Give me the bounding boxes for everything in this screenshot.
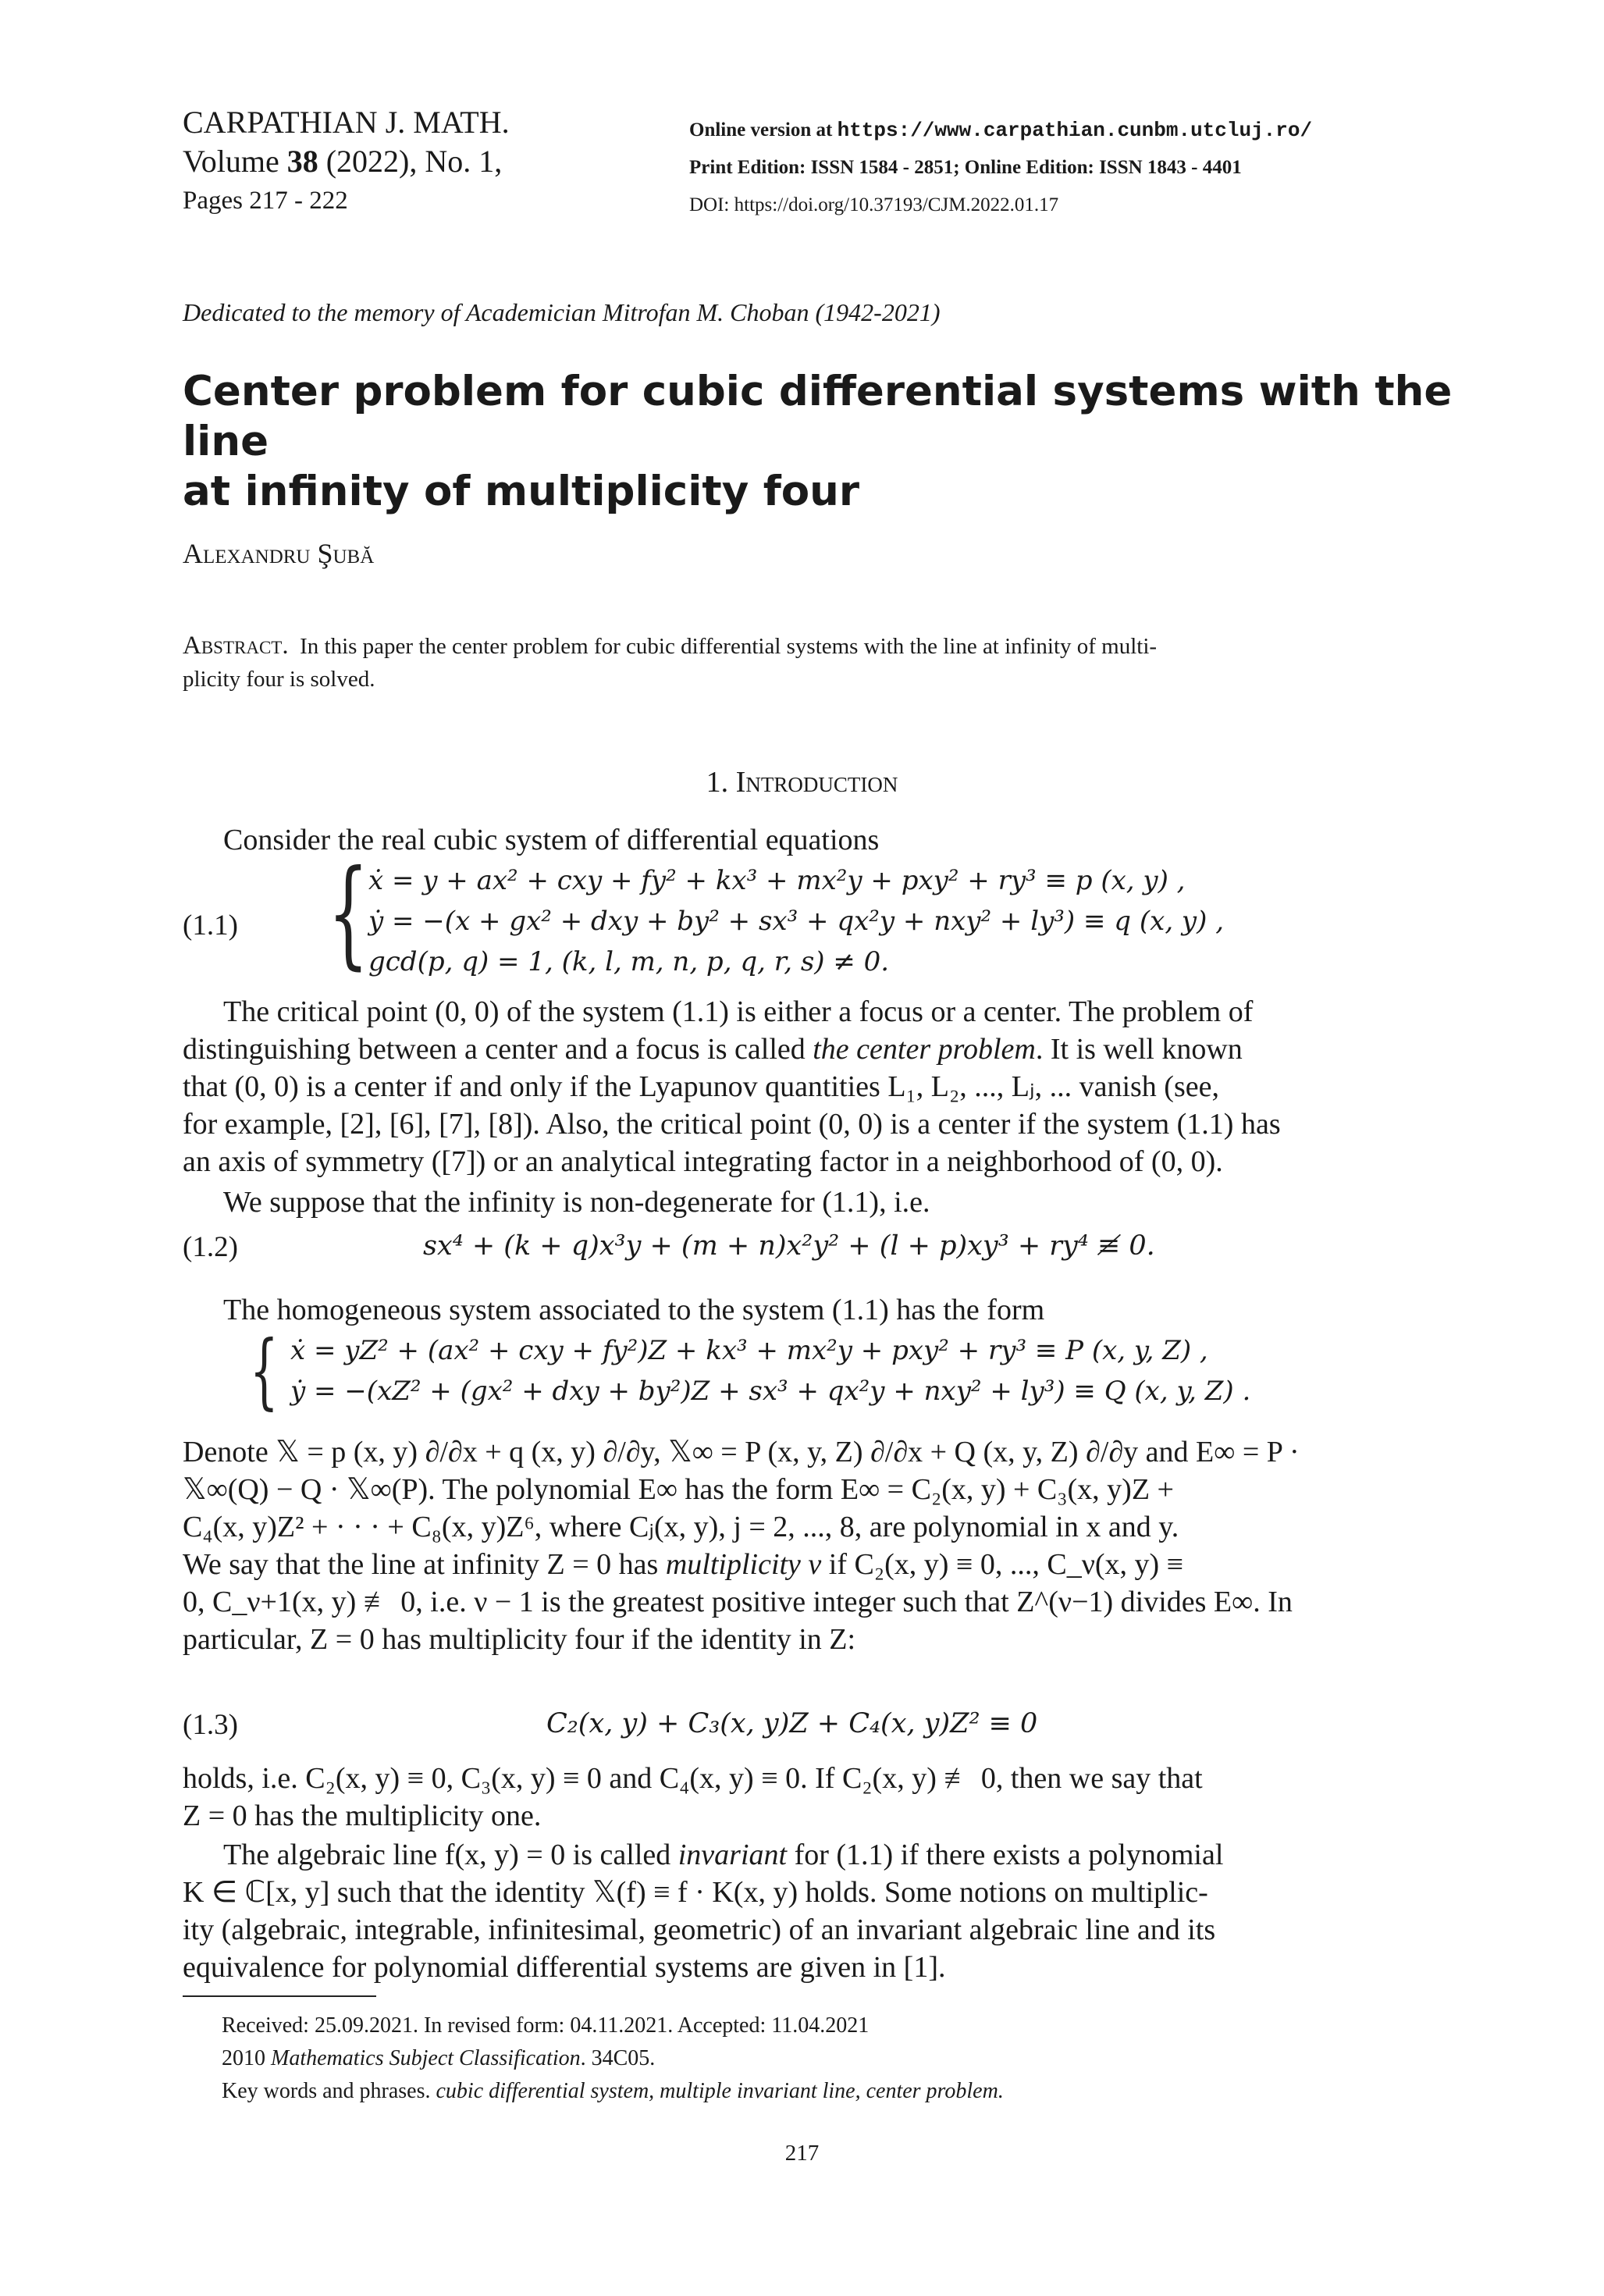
page-number: 217: [784, 2141, 820, 2166]
left-brace: {: [328, 845, 369, 981]
journal-volume: [183, 142, 510, 181]
abstract-text-1: In this paper the center problem for cubic differential systems with the line at infinity of multi-: [300, 634, 1158, 659]
center-problem-term: the center problem: [813, 1033, 1036, 1066]
paragraph-suppose: We suppose that the infinity is non-degenerate for (1.1), i.e.: [223, 1186, 930, 1219]
equation-1-1-line-3: gcd(p, q) = 1, (k, l, m, n, p, q, r, s) ≠ 0.: [368, 946, 890, 977]
title-line-1: Center problem for cubic differential systems with the line: [183, 368, 1453, 465]
equation-1-2: [183, 1230, 1455, 1269]
denote-line-4-c: if C₂(x, y) ≡ 0, ..., C_ν(x, y) ≡: [821, 1548, 1184, 1581]
footnote-rule: [183, 1995, 376, 1997]
abstract-label: Abstract.: [183, 632, 289, 660]
denote-line-3: C₄(x, y)Z² + · · · + C₈(x, y)Z⁶, where Cⱼ(x, y), j = 2, ..., 8, are polynomial in x and y.: [183, 1511, 1179, 1543]
title-line-2: at infinity of multiplicity four: [183, 468, 860, 515]
online-info: [689, 112, 1312, 224]
equation-1-2-expr: sx⁴ + (k + q)x³y + (m + n)x²y² + (l + p)xy³ + ry⁴ ≢ 0.: [423, 1230, 1155, 1262]
holds-line-1: holds, i.e. C₂(x, y) ≡ 0, C₃(x, y) ≡ 0 and C₄(x, y) ≡ 0. If C₂(x, y) ≢ 0, then we say that: [183, 1762, 1203, 1795]
equation-homogeneous: [183, 1323, 1455, 1421]
online-url-link[interactable]: https://www.carpathian.cunbm.utcluj.ro/: [837, 119, 1313, 142]
keywords-text: cubic differential system, multiple invariant line, center problem.: [436, 2079, 1004, 2103]
volume-number: 38: [286, 144, 318, 179]
algebraic-line-1-c: for (1.1) if there exists a polynomial: [787, 1839, 1224, 1871]
print-edition-text: Print Edition: ISSN 1584 - 2851; Online Edition: ISSN 1843 - 4401: [689, 157, 1242, 178]
denote-line-1: Denote 𝕏 = p (x, y) ∂/∂x + q (x, y) ∂/∂y, 𝕏∞ = P (x, y, Z) ∂/∂x + Q (x, y, Z) ∂/∂y and E∞ = P ·: [183, 1436, 1300, 1468]
online-version: [689, 112, 1312, 149]
print-edition: [689, 149, 1312, 187]
equation-1-1-line-1: ẋ = y + ax² + cxy + fy² + kx³ + mx²y + pxy² + ry³ ≡ p (x, y) ,: [368, 865, 1186, 896]
msc-prefix: 2010: [222, 2046, 271, 2070]
denote-line-4-a: We say that the line at infinity Z = 0 has: [183, 1548, 666, 1581]
section-heading: [0, 765, 1604, 799]
online-label: Online version at: [689, 119, 838, 141]
denote-line-4: [183, 1546, 1455, 1583]
algebraic-line-4: equivalence for polynomial differential systems are given in [1].: [183, 1951, 946, 1984]
critical-line-3: that (0, 0) is a center if and only if the Lyapunov quantities L₁, L₂, ..., Lⱼ, ... vanish (see,: [183, 1070, 1219, 1103]
critical-line-2: [183, 1031, 1455, 1068]
critical-line-1: The critical point (0, 0) of the system (1.1) is either a focus or a center. The problem of: [223, 995, 1254, 1028]
dedication: Dedicated to the memory of Academician Mitrofan M. Choban (1942-2021): [183, 298, 941, 326]
algebraic-line-2: K ∈ ℂ[x, y] such that the identity 𝕏(f) ≡ f · K(x, y) holds. Some notions on multiplic-: [183, 1876, 1208, 1909]
equation-1-3-expr: C₂(x, y) + C₃(x, y)Z + C₄(x, y)Z² ≡ 0: [546, 1708, 1038, 1739]
equation-label-1-1: (1.1): [183, 910, 238, 942]
denote-line-5: 0, C_ν+1(x, y) ≢ 0, i.e. ν − 1 is the greatest positive integer such that Z^(ν−1) divides E∞. In: [183, 1586, 1293, 1618]
equation-1-1: [183, 845, 1455, 990]
critical-line-4: for example, [2], [6], [7], [8]). Also, the critical point (0, 0) is a center if the system (1.1) has: [183, 1108, 1281, 1141]
keywords-label: Key words and phrases.: [222, 2079, 436, 2103]
paper-title: [183, 367, 1463, 517]
journal-pages: Pages 217 - 222: [183, 187, 348, 215]
equation-homogeneous-line-2: ẏ = −(xZ² + (gx² + dxy + by²)Z + sx³ + qx²y + nxy² + ly³) ≡ Q (x, y, Z) .: [290, 1376, 1251, 1407]
multiplicity-term: multiplicity ν: [665, 1548, 822, 1581]
journal-info: [183, 103, 510, 220]
abstract-line-2: plicity four is solved.: [183, 667, 375, 692]
footnote-received: Received: 25.09.2021. In revised form: 04.11.2021. Accepted: 11.04.2021: [222, 2013, 870, 2038]
journal-name: CARPATHIAN J. MATH.: [183, 105, 510, 140]
volume-suffix: (2022), No. 1,: [318, 144, 503, 179]
equation-label-1-2: (1.2): [183, 1231, 238, 1263]
msc-code: . 34C05.: [580, 2046, 656, 2070]
denote-line-2: 𝕏∞(Q) − Q · 𝕏∞(P). The polynomial E∞ has the form E∞ = C₂(x, y) + C₃(x, y)Z +: [183, 1473, 1174, 1506]
equation-label-1-3: (1.3): [183, 1709, 238, 1741]
doi-link[interactable]: DOI: https://doi.org/10.37193/CJM.2022.01.17: [689, 194, 1059, 215]
equation-homogeneous-line-1: ẋ = yZ² + (ax² + cxy + fy²)Z + kx³ + mx²y + pxy² + ry³ ≡ P (x, y, Z) ,: [290, 1335, 1208, 1366]
critical-line-5: an axis of symmetry ([7]) or an analytical integrating factor in a neighborhood of (0, 0).: [183, 1145, 1223, 1178]
critical-line-2-a: distinguishing between a center and a focus is called: [183, 1033, 813, 1066]
invariant-term: invariant: [678, 1839, 788, 1871]
footnote-msc: [222, 2042, 1455, 2075]
paragraph-critical: [183, 993, 1455, 1180]
paragraph-algebraic: [183, 1836, 1455, 1986]
abstract: [183, 629, 1455, 696]
algebraic-line-1: [183, 1836, 1455, 1874]
critical-line-2-c: . It is well known: [1035, 1033, 1243, 1066]
msc-label: Mathematics Subject Classification: [271, 2046, 581, 2070]
paragraph-homogeneous: The homogeneous system associated to the system (1.1) has the form: [223, 1294, 1045, 1326]
holds-line-2: Z = 0 has the multiplicity one.: [183, 1799, 542, 1832]
paragraph-consider: Consider the real cubic system of differential equations: [223, 824, 880, 856]
equation-1-3: [183, 1708, 1455, 1747]
paragraph-holds: [183, 1760, 1455, 1835]
paragraph-denote: [183, 1433, 1455, 1658]
denote-line-6: particular, Z = 0 has multiplicity four if the identity in Z:: [183, 1623, 856, 1656]
author: Alexandru Şubă: [183, 538, 375, 569]
section-number: 1.: [706, 766, 729, 799]
footnotes: [222, 2009, 1455, 2108]
algebraic-line-3: ity (algebraic, integrable, infinitesimal, geometric) of an invariant algebraic line and its: [183, 1913, 1216, 1946]
equation-1-1-line-2: ẏ = −(x + gx² + dxy + by² + sx³ + qx²y + nxy² + ly³) ≡ q (x, y) ,: [368, 906, 1225, 937]
left-brace-homogeneous: {: [250, 1323, 279, 1419]
volume-prefix: Volume: [183, 144, 287, 179]
footnote-keywords: [222, 2075, 1455, 2108]
algebraic-line-1-a: The algebraic line f(x, y) = 0 is called: [223, 1839, 678, 1871]
section-title: Introduction: [735, 766, 898, 799]
abstract-line-1: [183, 629, 1455, 663]
